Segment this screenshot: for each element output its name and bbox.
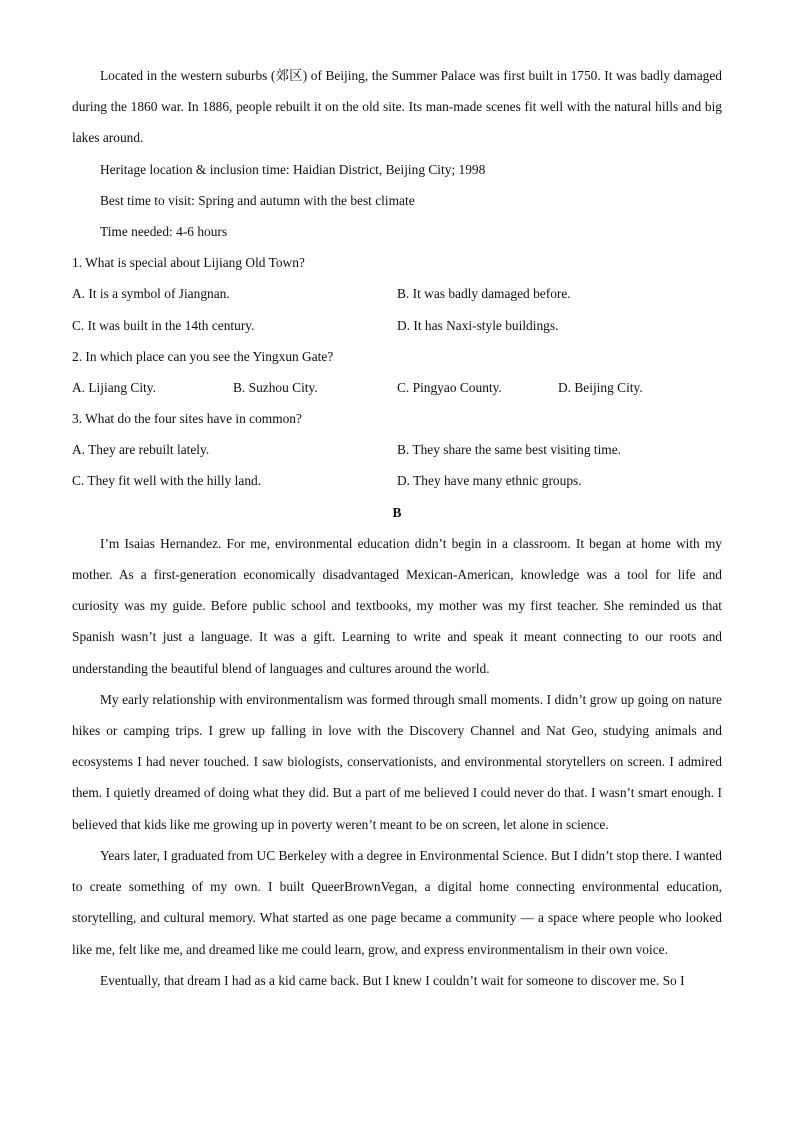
document-page [72,60,722,996]
question-1-stem: 1. What is special about Lijiang Old Town? [72,255,305,271]
question-1-options-row-2 [72,310,722,341]
question-1-options-row-1 [72,278,722,309]
q3-option-d: D. They have many ethnic groups. [397,473,582,489]
section-b-paragraph-3: Years later, I graduated from UC Berkeley with a degree in Environmental Science. But I didn’t stop there. I wanted to create something of my own. I built QueerBrownVegan, a digital home connecting environmental education, storytelling, and cultural memory. What started as one page became a community — a space where people who looked like me, felt like me, and dreamed like me could learn, grow, and express environmentalism in their own voice. [72,847,722,957]
q1-option-b: B. It was badly damaged before. [397,286,571,302]
q2-option-b: B. Suzhou City. [233,379,318,395]
q1-option-d: D. It has Naxi-style buildings. [397,317,559,333]
question-3-stem: 3. What do the four sites have in common? [72,411,302,427]
q3-option-c: C. They fit well with the hilly land. [72,473,262,489]
q2-option-d: D. Beijing City. [558,379,643,395]
question-3-options-row-2 [72,465,722,496]
q2-option-c: C. Pingyao County. [397,379,502,395]
section-b-paragraph-1: I’m Isaias Hernandez. For me, environmental education didn’t begin in a classroom. It began at home with my mother. As a first-generation economically disadvantaged Mexican-American, knowledge was a tool for life and curiosity was my guide. Before public school and textbooks, my mother was my first teacher. She reminded us that Spanish wasn’t just a language. It was a gift. Learning to write and speak it meant connecting to our roots and understanding the beautiful blend of languages and cultures around the world. [72,535,722,676]
q2-option-a: A. Lijiang City. [72,379,156,395]
question-2-stem: 2. In which place can you see the Yingxun Gate? [72,348,334,364]
q3-option-a: A. They are rebuilt lately. [72,442,210,458]
section-b-heading: B [392,504,402,520]
q1-option-c: C. It was built in the 14th century. [72,317,255,333]
q1-option-a: A. It is a symbol of Jiangnan. [72,286,230,302]
summer-palace-intro: Located in the western suburbs (郊区) of Beijing, the Summer Palace was first built in 1750. It was badly damaged during the 1860 war. In 1886, people rebuilt it on the old site. Its man-made scenes fit well with the natural hills and big lakes around. [72,68,722,146]
section-b-paragraph-2: My early relationship with environmentalism was formed through small moments. I didn’t grow up going on nature hikes or camping trips. I grew up falling in love with the Discovery Channel and Nat Geo, studying animals and ecosystems I had never touched. I saw biologists, conservationists, and environmental storytellers on screen. I admired them. I quietly dreamed of doing what they did. But a part of me believed I could never do that. I wasn’t smart enough. I believed that kids like me growing up in poverty weren’t meant to be on screen, let alone in science. [72,691,722,832]
section-b-paragraph-4: Eventually, that dream I had as a kid came back. But I knew I couldn’t wait for someone to discover me. So I [100,972,685,988]
q3-option-b: B. They share the same best visiting time. [397,442,622,458]
heritage-info: Heritage location & inclusion time: Haidian District, Beijing City; 1998 [100,161,486,177]
time-needed-info: Time needed: 4-6 hours [100,223,228,239]
best-time-info: Best time to visit: Spring and autumn with the best climate [100,192,415,208]
question-3-options-row-1 [72,434,722,465]
question-2-options [72,372,722,403]
